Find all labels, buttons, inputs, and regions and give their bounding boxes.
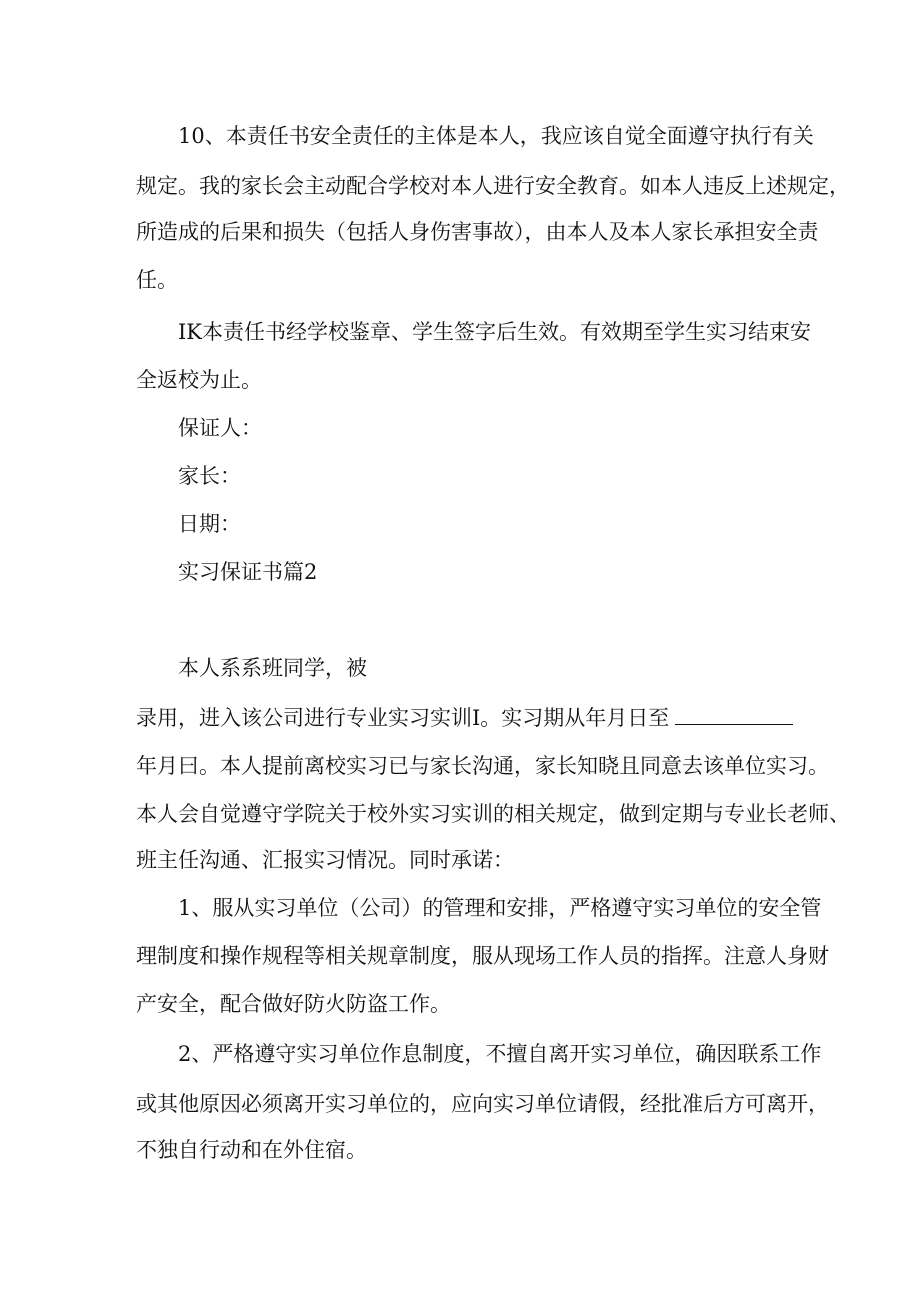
p3-line-1: 本人系系班同学，被	[178, 656, 367, 680]
p3-line-5: 班主任沟通、汇报实习情况。同时承诺：	[136, 848, 514, 872]
p5-line-1: 2、严格遵守实习单位作息制度，不擅自离开实习单位，确因联系工作	[178, 1042, 822, 1066]
p3-line-4: 本人会自觉遵守学院关于校外实习实训的相关规定，做到定期与专业长老师、	[136, 802, 850, 826]
fill-in-blank	[675, 706, 793, 725]
p3-line-3: 年月曰。本人提前离校实习已与家长沟通，家长知晓且同意去该单位实习。	[136, 754, 829, 778]
guarantor-label: 保证人：	[178, 416, 262, 440]
p5-line-2: 或其他原因必须离开实习单位的，应向实习单位请假，经批准后方可离开，	[136, 1092, 829, 1116]
p1-line-3: 所造成的后果和损失（包括人身伤害事故），由本人及本人家长承担安全责	[136, 220, 819, 244]
p3-line-2: 录用，进入该公司进行专业实习实训I。实习期从年月日至	[136, 706, 670, 730]
p4-line-1: 1、服从实习单位（公司）的管理和安排，严格遵守实习单位的安全管	[178, 896, 822, 920]
p5-line-3: 不独自行动和在外住宿。	[136, 1138, 367, 1162]
p1-line-2: 规定。我的家长会主动配合学校对本人进行安全教育。如本人违反上述规定，	[136, 174, 850, 198]
p3-line-2-wrap	[136, 704, 793, 732]
section-title: 实习保证书篇2	[178, 560, 318, 584]
p4-line-2: 理制度和操作规程等相关规章制度，服从现场工作人员的指挥。注意人身财	[136, 944, 829, 968]
date-label: 日期：	[178, 512, 241, 536]
p1-line-1: 10、本责任书安全责任的主体是本人，我应该自觉全面遵守执行有关	[178, 124, 814, 148]
p2-line-2: 全返校为止。	[136, 368, 262, 392]
parent-label: 家长：	[178, 464, 241, 488]
p1-line-4: 任。	[136, 268, 178, 292]
p2-line-1: IK本责任书经学校鉴章、学生签字后生效。有效期至学生实习结束安	[178, 320, 811, 344]
p4-line-3: 产安全，配合做好防火防盗工作。	[136, 992, 451, 1016]
